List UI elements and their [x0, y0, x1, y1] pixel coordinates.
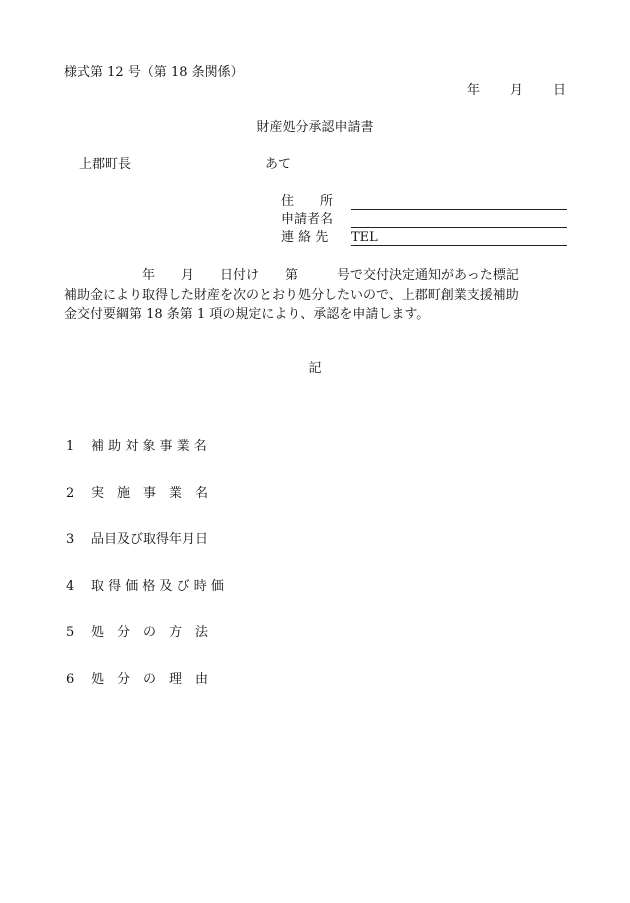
- address-label: 住 所: [281, 194, 334, 209]
- item-label: 処 分 の 方 法: [91, 625, 209, 640]
- item-number: 5: [66, 625, 75, 640]
- item-label: 品目及び取得年月日: [91, 532, 209, 547]
- contact-label: 連 絡 先: [281, 230, 329, 245]
- date-month-label: 月: [509, 83, 523, 98]
- body-line: 金交付要綱第 18 条第 1 項の規定により、承認を申請します。: [64, 307, 430, 322]
- applicant-block: [281, 195, 571, 249]
- item-label: 取 得 価 格 及 び 時 価: [91, 578, 224, 594]
- document-title: 財産処分承認申請書: [256, 120, 374, 135]
- item-number: 6: [66, 671, 75, 687]
- body-line: 補助金により取得した財産を次のとおり処分したいので、上郡町創業支援補助: [64, 287, 519, 303]
- item-number: 1: [66, 439, 75, 454]
- form-number: 様式第 12 号（第 18 条関係）: [64, 65, 244, 80]
- applicant-contact-row: [281, 231, 571, 249]
- tel-prefix: TEL: [351, 230, 378, 245]
- address-field[interactable]: [351, 195, 567, 210]
- request-body: [64, 266, 574, 325]
- applicant-name-row: [281, 213, 571, 231]
- date-line: [467, 84, 566, 97]
- item-number: 2: [66, 485, 75, 501]
- item-number: 3: [66, 532, 75, 547]
- addressee: [79, 157, 292, 172]
- applicant-name-label: 申請者名: [281, 212, 334, 227]
- date-day-label: 日: [552, 83, 566, 98]
- applicant-address-row: [281, 195, 571, 213]
- item-number: 4: [66, 578, 75, 594]
- addressee-name: 上郡町長: [79, 157, 132, 172]
- item-label: 補 助 対 象 事 業 名: [91, 439, 207, 454]
- item-label: 処 分 の 理 由: [91, 671, 209, 687]
- addressee-suffix: あて: [265, 157, 292, 172]
- applicant-name-field[interactable]: [351, 213, 567, 228]
- ki-heading: 記: [308, 361, 322, 376]
- date-year-label: 年: [466, 83, 480, 98]
- item-label: 実 施 事 業 名: [91, 485, 209, 501]
- body-line: 年 月 日付け 第 号で交付決定通知があった標記: [64, 268, 519, 283]
- contact-field[interactable]: [351, 231, 567, 246]
